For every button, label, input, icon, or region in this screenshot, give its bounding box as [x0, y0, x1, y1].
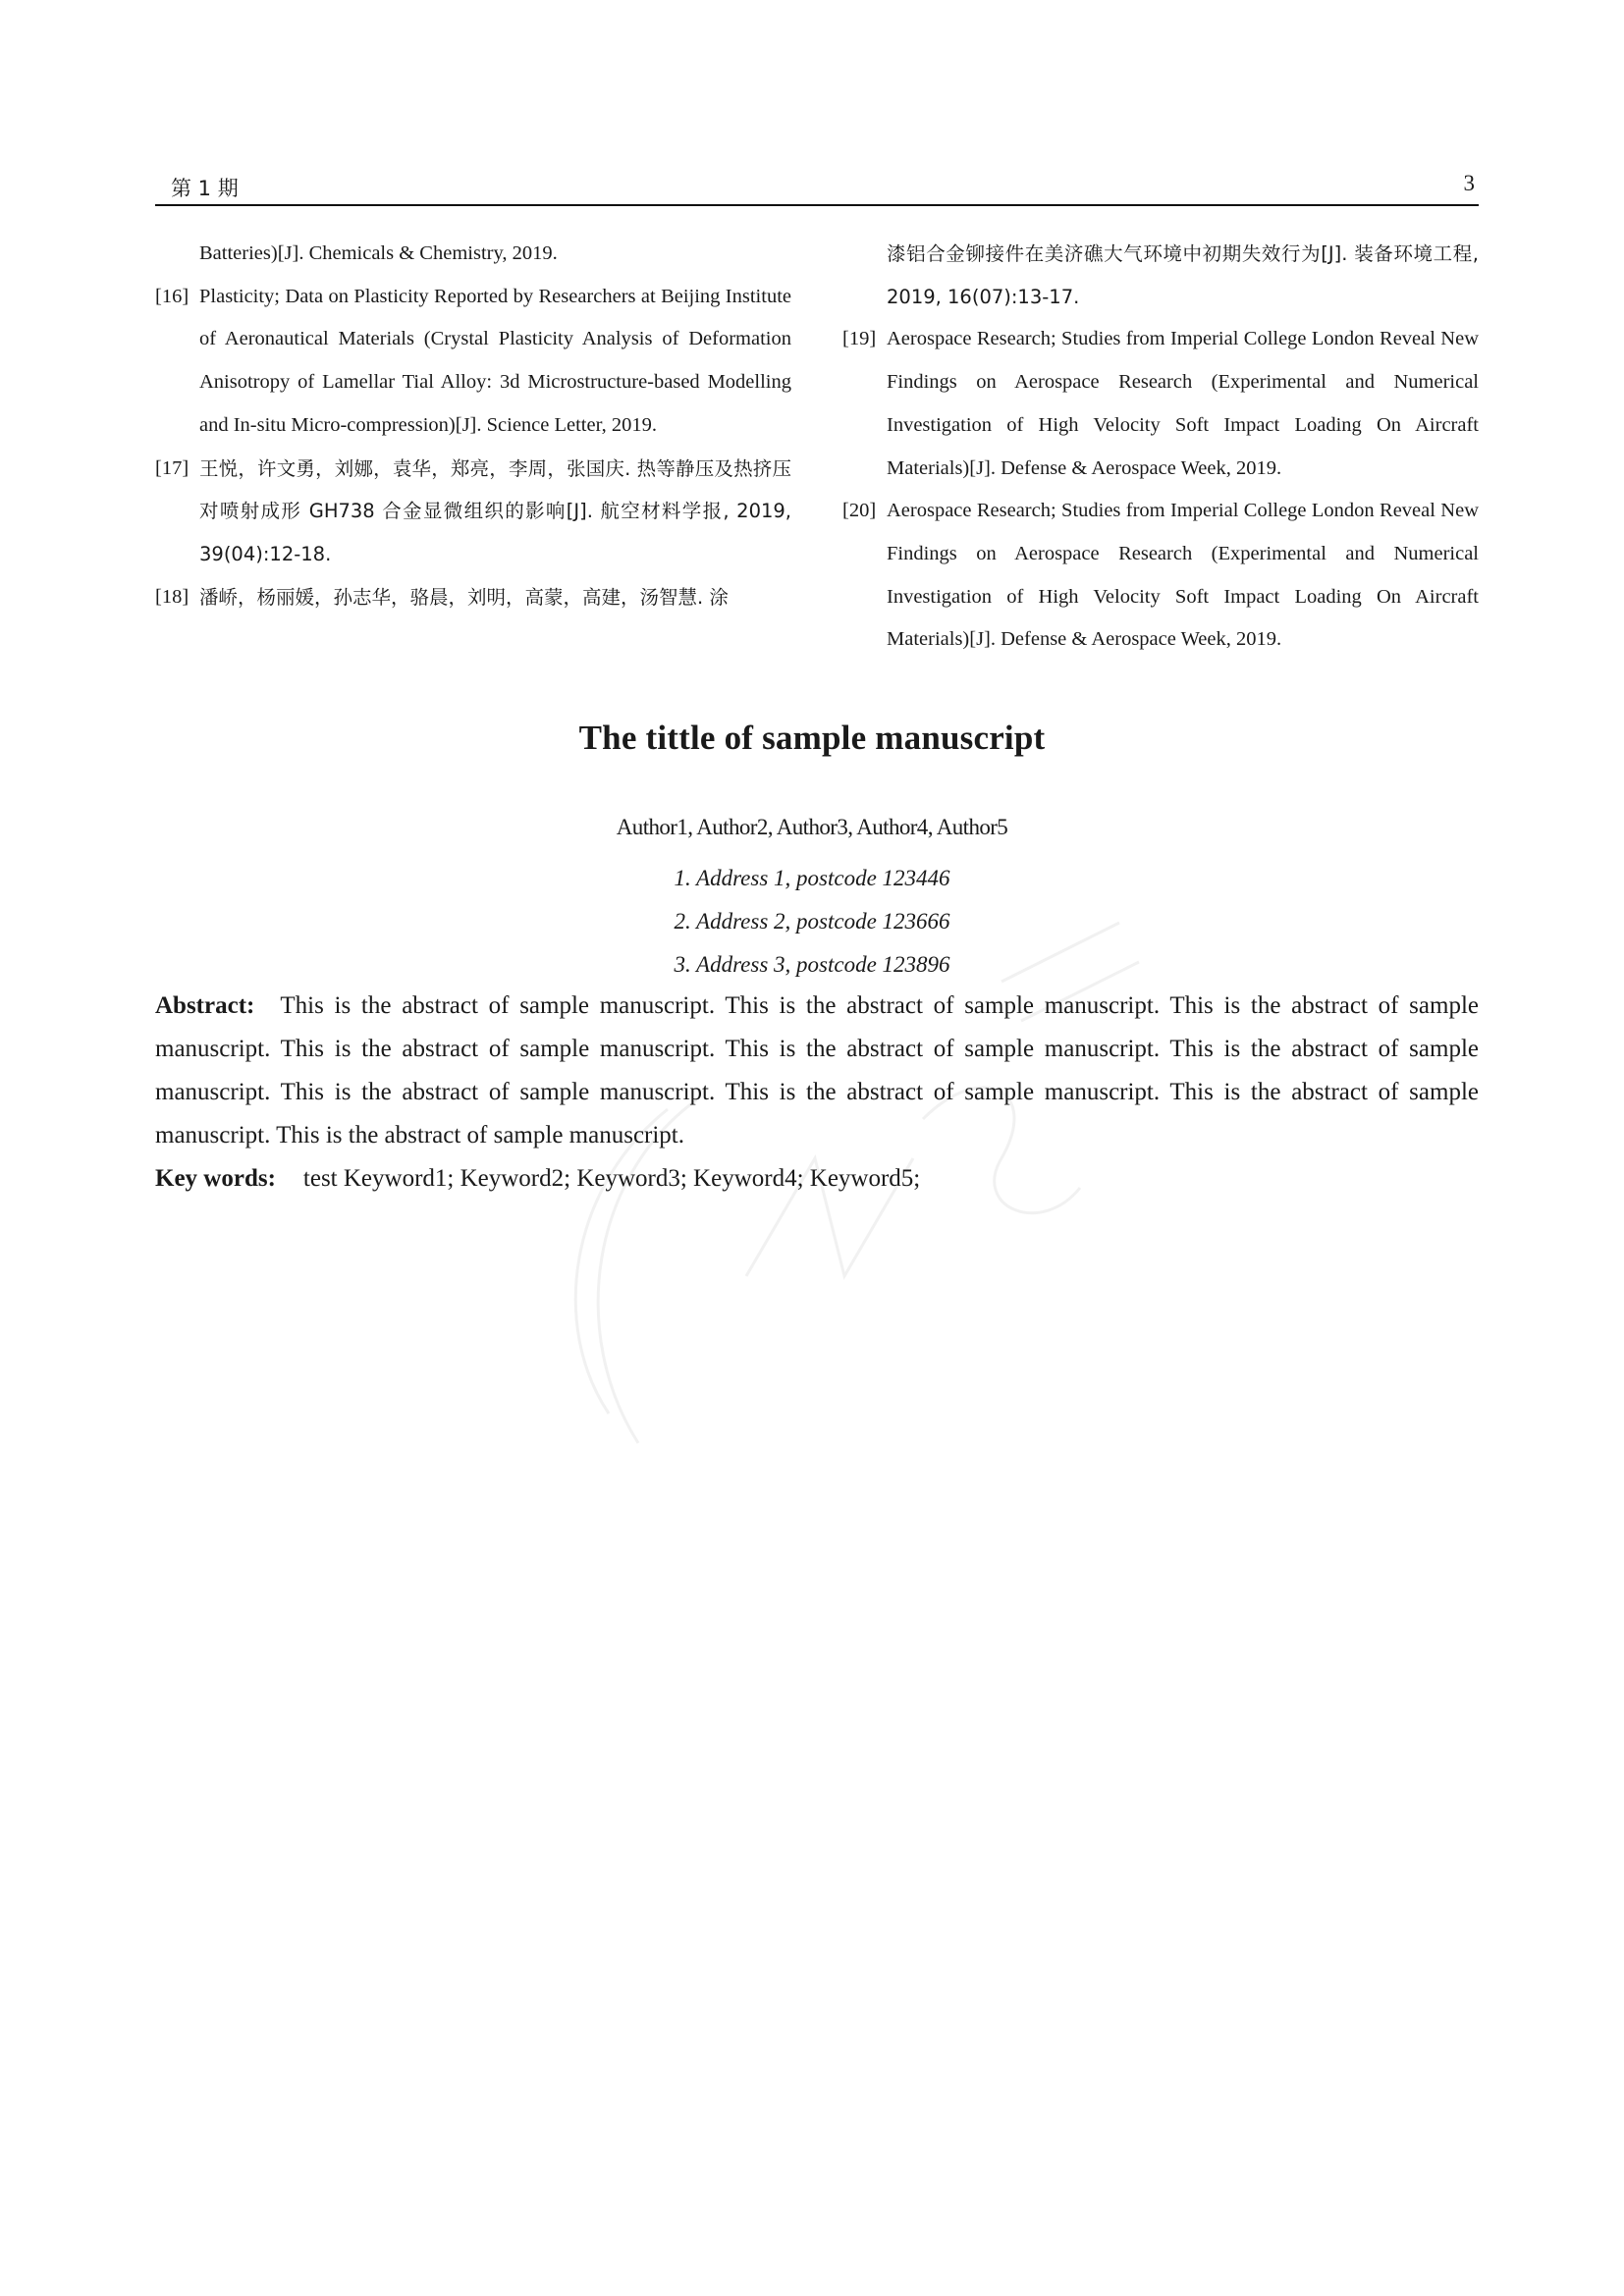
- keywords-section: [155, 1157, 1479, 1201]
- reference-text: Aerospace Research; Studies from Imperial College London Reveal New Findings on Aerospace Research (Experimental and Numerical Investigation of High Velocity Soft Impact Loading On Aircraft Materials)[J]. Defense & Aerospace Week, 2019.: [887, 500, 1479, 651]
- reference-number: [19]: [842, 328, 877, 350]
- reference-item: [155, 576, 791, 619]
- reference-text: 潘峤，杨丽媛，孙志华，骆晨，刘明，高蒙，高建，汤智慧. 涂: [199, 585, 729, 609]
- reference-text: Aerospace Research; Studies from Imperial College London Reveal New Findings on Aerospace Research (Experimental and Numerical Investigation of High Velocity Soft Impact Loading On Aircraft Materials)[J]. Defense & Aerospace Week, 2019.: [887, 328, 1479, 479]
- affiliation-address: 1. Address 1, postcode 123446: [674, 866, 950, 890]
- running-header: [155, 169, 1479, 206]
- reference-item: [155, 276, 791, 448]
- keywords-text: test Keyword1; Keyword2; Keyword3; Keyword4; Keyword5;: [302, 1165, 921, 1192]
- affiliation-list: [0, 857, 1624, 987]
- page-number: 3: [1463, 171, 1475, 195]
- author-list: Author1, Author2, Author3, Author4, Author5: [616, 815, 1008, 839]
- reference-item: [842, 318, 1479, 490]
- keywords-label: Key words:: [155, 1165, 276, 1192]
- reference-item: [842, 490, 1479, 662]
- reference-item: [842, 233, 1479, 318]
- reference-number: [16]: [155, 285, 189, 307]
- reference-number: [17]: [155, 456, 189, 479]
- abstract-text: This is the abstract of sample manuscript. This is the abstract of sample manuscript. This is the abstract of sample manuscript. This is the abstract of sample manuscript. This is the abstract of sample manuscript. This is the abstract of sample manuscript. This is the abstract of sample manuscript. This is the abstract of sample manuscript. This is the abstract of sample manuscript. This is the abstract of sample manuscript.: [155, 992, 1479, 1148]
- reference-text: Plasticity; Data on Plasticity Reported by Researchers at Beijing Institute of Aeronautical Materials (Crystal Plasticity Analysis of Deformation Anisotropy of Lamellar Tial Alloy: 3d Microstructure-based Modelling and In-situ Micro-compression)[J]. Science Letter, 2019.: [199, 285, 791, 436]
- reference-text: 漆铝合金铆接件在美济礁大气环境中初期失效行为[J]. 装备环境工程, 2019, 16(07):13-17.: [887, 242, 1479, 308]
- references-column-left: [155, 233, 791, 618]
- references-column-right: [842, 233, 1479, 662]
- reference-text: 王悦，许文勇，刘娜，袁华，郑亮，李周，张国庆. 热等静压及热挤压对喷射成形 GH738 合金显微组织的影响[J]. 航空材料学报, 2019, 39(04):12-18.: [199, 456, 791, 565]
- abstract-label: Abstract:: [155, 992, 255, 1019]
- reference-item: [155, 448, 791, 576]
- reference-number: [18]: [155, 585, 189, 608]
- abstract-section: [155, 985, 1479, 1157]
- affiliation-address: 3. Address 3, postcode 123896: [674, 952, 950, 977]
- journal-issue: 第 1 期: [171, 177, 239, 200]
- reference-text: Batteries)[J]. Chemicals & Chemistry, 2019.: [199, 242, 558, 264]
- article-title: The tittle of sample manuscript: [578, 719, 1046, 757]
- reference-number: [20]: [842, 500, 877, 522]
- affiliation-address: 2. Address 2, postcode 123666: [674, 909, 950, 934]
- reference-item: [155, 233, 791, 276]
